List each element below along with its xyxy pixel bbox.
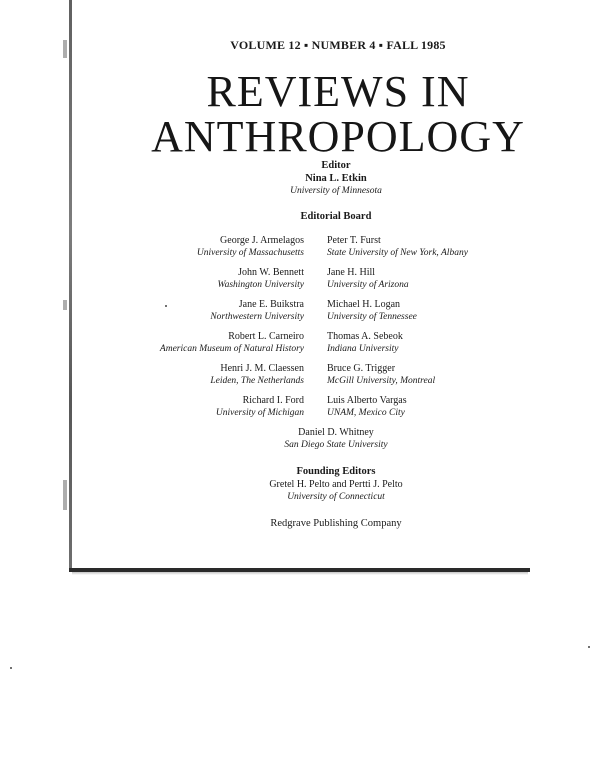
board-member-left	[216, 394, 304, 419]
board-member-right	[327, 362, 435, 387]
member-name: Luis Alberto Vargas	[327, 395, 407, 406]
member-name: George J. Armelagos	[220, 235, 304, 246]
member-affiliation: Washington University	[217, 280, 304, 290]
editor-affiliation: University of Minnesota	[290, 186, 382, 196]
member-affiliation: Indiana University	[327, 344, 399, 354]
founding-editors-names: Gretel H. Pelto and Pertti J. Pelto	[269, 479, 403, 490]
member-name: Jane H. Hill	[327, 267, 376, 278]
board-member-final-name: Daniel D. Whitney	[298, 427, 374, 438]
member-affiliation: UNAM, Mexico City	[327, 408, 405, 418]
editor-label: Editor	[321, 160, 351, 171]
member-name: Henri J. M. Claessen	[220, 363, 304, 374]
board-member-left	[197, 234, 304, 259]
scan-dot	[10, 667, 12, 669]
board-member-right	[327, 234, 468, 259]
member-name: Michael H. Logan	[327, 299, 401, 310]
board-member-left	[160, 330, 304, 355]
member-name: John W. Bennett	[238, 267, 304, 278]
founding-editors-label: Founding Editors	[296, 466, 376, 477]
member-affiliation: American Museum of Natural History	[159, 344, 304, 354]
board-member-right	[327, 330, 403, 355]
member-name: Thomas A. Sebeok	[327, 331, 403, 342]
board-member-final-affiliation: San Diego State University	[284, 440, 388, 450]
member-affiliation: Northwestern University	[210, 312, 304, 322]
volume-issue-line: VOLUME 12 ▪ NUMBER 4 ▪ FALL 1985	[230, 38, 446, 52]
board-member-right	[327, 394, 407, 419]
scan-dot	[165, 305, 167, 307]
member-affiliation: University of Tennessee	[327, 312, 417, 322]
member-affiliation: Leiden, The Netherlands	[210, 376, 304, 386]
board-member-left	[210, 362, 304, 387]
board-member-right	[327, 298, 417, 323]
member-name: Jane E. Buikstra	[238, 299, 304, 310]
member-name: Robert L. Carneiro	[228, 331, 304, 342]
editor-name: Nina L. Etkin	[305, 173, 367, 184]
board-member-right	[327, 266, 409, 291]
journal-title-line-1: REVIEWS IN	[206, 67, 470, 116]
member-affiliation: University of Arizona	[327, 280, 409, 290]
board-member-left	[218, 266, 304, 291]
member-name: Richard I. Ford	[242, 395, 304, 406]
member-affiliation: State University of New York, Albany	[327, 248, 468, 258]
journal-title-line-2: ANTHROPOLOGY	[151, 112, 525, 161]
editorial-board-label: Editorial Board	[300, 211, 372, 222]
member-name: Peter T. Furst	[327, 235, 381, 246]
page-edge-shadow	[72, 572, 528, 575]
publisher-name: Redgrave Publishing Company	[270, 518, 402, 529]
scan-dot	[588, 646, 590, 648]
scan-speck	[63, 300, 67, 310]
founding-editors-affiliation: University of Connecticut	[287, 492, 385, 502]
member-affiliation: University of Michigan	[215, 408, 304, 418]
member-affiliation: McGill University, Montreal	[327, 376, 436, 386]
member-name: Bruce G. Trigger	[327, 363, 396, 374]
board-member-left	[210, 298, 304, 323]
member-affiliation: University of Massachusetts	[196, 248, 304, 258]
